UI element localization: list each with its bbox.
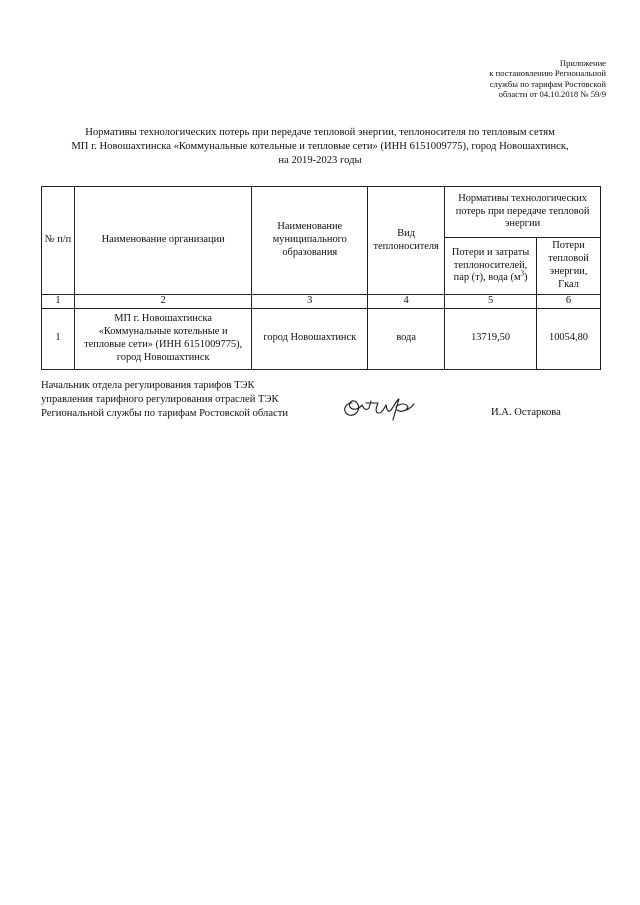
position-line: Начальник отдела регулирования тарифов ТЭК — [41, 380, 255, 391]
handwritten-signature — [340, 389, 416, 425]
header-municipality: Наименование муниципального образования — [252, 187, 368, 295]
row-losses-heat: 10054,80 — [537, 308, 601, 369]
header-losses-carrier-close: ) — [524, 272, 528, 284]
column-number-row — [42, 295, 601, 309]
appendix-line: области от 04.10.2018 № 59/9 — [498, 89, 606, 100]
row-num: 1 — [42, 308, 75, 369]
document-title — [40, 126, 600, 169]
header-norms-group: Нормативы технологических потерь при передаче тепловой энергии — [445, 187, 601, 238]
position-line: управления тарифного регулирования отраслей ТЭК — [41, 394, 279, 406]
title-line: МП г. Новошахтинска «Коммунальные котельные и тепловые сети» (ИНН 6151009775), город Новошахтинск, — [71, 141, 569, 153]
signatory-position — [41, 379, 288, 422]
column-number: 3 — [252, 295, 368, 309]
row-org: МП г. Новошахтинска «Коммунальные котельные и тепловые сети» (ИНН 6151009775), город Новошахтинск — [74, 308, 251, 369]
column-number: 4 — [368, 295, 445, 309]
appendix-note — [436, 58, 606, 100]
column-number: 2 — [74, 295, 251, 309]
appendix-line: Приложение — [559, 58, 606, 68]
header-losses-carrier-text: Потери и затраты теплоносителей, пар (т), вода (м — [451, 246, 530, 284]
column-number: 1 — [42, 295, 75, 309]
row-carrier: вода — [368, 308, 445, 369]
row-losses-carrier: 13719,50 — [445, 308, 537, 369]
header-org: Наименование организации — [74, 187, 251, 295]
header-losses-carrier — [445, 238, 537, 295]
appendix-line: к постановлению Региональной — [489, 68, 606, 79]
table-row — [42, 308, 601, 369]
title-line: на 2019-2023 годы — [278, 155, 362, 167]
header-carrier: Вид теплоносителя — [368, 187, 445, 295]
header-num: № п/п — [42, 187, 75, 295]
appendix-line: службы по тарифам Ростовской — [489, 78, 606, 89]
row-municipality: город Новошахтинск — [252, 308, 368, 369]
header-unit-superscript: 3 — [520, 269, 525, 278]
signatory-name: И.А. Остаркова — [491, 407, 561, 418]
column-number: 5 — [445, 295, 537, 309]
position-line: Региональной службы по тарифам Ростовской области — [41, 408, 289, 420]
header-row — [42, 187, 601, 238]
title-line: Нормативы технологических потерь при передаче тепловой энергии, теплоносителя по тепловым сетям — [85, 127, 555, 138]
column-number: 6 — [537, 295, 601, 309]
header-losses-heat: Потери тепловой энергии, Гкал — [537, 238, 601, 295]
norms-table — [41, 186, 601, 370]
